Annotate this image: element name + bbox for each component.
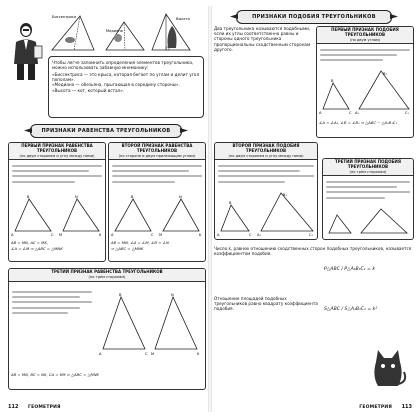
similarity-criterion-1-subtitle: (по двум углам) — [349, 37, 381, 42]
equality-section-banner — [30, 124, 182, 138]
equality-criterion-3-diagram — [99, 291, 203, 357]
mnemonic-line-2: «Медиана — обезьяна, прыгающая в середину стороны». — [52, 82, 180, 88]
left-page-number: 112 — [8, 404, 19, 410]
similarity-criterion-3-diagram — [325, 207, 411, 237]
mnemonic-line-1: «Биссектриса — это крыса, которая бегает по углам и делит угол пополам». — [52, 71, 200, 83]
label-bisector: Биссектриса — [52, 15, 77, 19]
equality-criterion-1-title: ПЕРВЫЙ ПРИЗНАК РАВЕНСТВА ТРЕУГОЛЬНИКОВ — [21, 143, 93, 153]
svg-text:B₁: B₁ — [383, 72, 387, 76]
equality-criterion-1-formula-1: AB = MN, AC = MK, — [11, 240, 49, 245]
svg-text:A: A — [319, 111, 322, 115]
svg-text:C: C — [151, 233, 154, 237]
similarity-section-banner — [236, 10, 392, 24]
svg-text:B: B — [131, 195, 134, 199]
equality-criterion-3-title: ТРЕТИЙ ПРИЗНАК РАВЕНСТВА ТРЕУГОЛЬНИКОВ — [51, 269, 163, 274]
similarity-criterion-2-text — [218, 165, 314, 186]
equality-criterion-2-formula-2: ⇒ △ABC = △MNK — [111, 246, 144, 251]
svg-text:K: K — [199, 233, 202, 237]
svg-text:C₁: C₁ — [309, 233, 313, 237]
similarity-coefficient-text: Число k, равное отношению сходственных сторон подобных треугольников, называется коэффициентом подобия. — [214, 246, 412, 257]
svg-text:A₁: A₁ — [257, 233, 261, 237]
similarity-criterion-2 — [214, 142, 318, 240]
svg-text:C: C — [145, 352, 148, 356]
similarity-criterion-3 — [322, 158, 414, 240]
similarity-section-title: ПРИЗНАКИ ПОДОБИЯ ТРЕУГОЛЬНИКОВ — [252, 14, 376, 20]
svg-text:N: N — [179, 195, 182, 199]
svg-text:C: C — [249, 233, 252, 237]
similarity-criterion-1-header — [317, 27, 413, 44]
equality-criterion-3-subtitle: (по трём сторонам) — [88, 274, 126, 279]
similarity-criterion-1 — [316, 26, 414, 138]
svg-text:C: C — [51, 233, 54, 237]
mnemonic-intro: Чтобы легче запомнить определения элементов треугольника, можно использовать забавную мнемонику: — [52, 60, 194, 71]
equality-section-title: ПРИЗНАКИ РАВЕНСТВА ТРЕУГОЛЬНИКОВ — [41, 128, 171, 134]
svg-text:M: M — [59, 233, 63, 237]
perimeter-ratio-formula: P△ABC / P△A₁B₁C₁ = k — [324, 267, 376, 272]
similarity-criterion-1-title: ПЕРВЫЙ ПРИЗНАК ПОДОБИЯ ТРЕУГОЛЬНИКОВ — [331, 27, 399, 37]
similarity-criterion-3-text — [326, 181, 410, 202]
mnemonic-bubble — [48, 56, 204, 118]
equality-criterion-1-diagram — [11, 193, 105, 237]
area-ratio-text: Отношение площадей подобных треугольников равно квадрату коэффициента подобия. — [214, 296, 318, 312]
equality-criterion-3-text — [12, 291, 92, 317]
similarity-criterion-2-diagram — [217, 189, 317, 237]
svg-text:B: B — [27, 195, 30, 199]
area-ratio-formula: S△ABC / S△A₁B₁C₁ = k² — [324, 307, 378, 312]
similarity-criterion-1-diagram — [319, 69, 413, 115]
equality-criterion-2-title: ВТОРОЙ ПРИЗНАК РАВЕНСТВА ТРЕУГОЛЬНИКОВ — [121, 143, 193, 153]
left-page-brand: ГЕОМЕТРИЯ — [28, 405, 61, 410]
svg-text:A₁: A₁ — [355, 111, 359, 115]
equality-criterion-3-header — [9, 269, 205, 282]
svg-text:B₁: B₁ — [283, 193, 287, 197]
equality-criterion-3 — [8, 268, 206, 390]
book-spread — [6, 6, 414, 412]
label-median: Медиана — [106, 29, 123, 33]
svg-text:C: C — [349, 111, 352, 115]
equality-criterion-1 — [8, 142, 106, 262]
similarity-criterion-2-header — [215, 143, 317, 160]
svg-text:A: A — [99, 352, 102, 356]
equality-criterion-2-text — [112, 165, 202, 186]
similarity-criterion-2-subtitle: (по двум сторонам и углу между ними) — [228, 153, 304, 158]
svg-text:B: B — [119, 293, 122, 297]
svg-text:B: B — [229, 201, 232, 205]
equality-criterion-3-formula: AB = MN, BC = NK, CA = KM ⇒ △ABC = △MNK — [11, 372, 100, 377]
svg-text:B: B — [331, 79, 334, 83]
mnemonic-line-3: «Высота — кот, который встал». — [52, 87, 125, 93]
svg-text:K: K — [197, 352, 200, 356]
person-illustration-icon — [10, 20, 44, 82]
svg-text:A: A — [217, 233, 220, 237]
similarity-criterion-1-text — [320, 49, 410, 65]
svg-text:M: M — [151, 352, 155, 356]
equality-criterion-2-diagram — [111, 193, 205, 237]
right-page-number: 113 — [401, 404, 412, 410]
cat-illustration-icon — [368, 346, 408, 392]
svg-text:N: N — [75, 195, 78, 199]
similarity-criterion-3-header — [323, 159, 413, 176]
left-page — [6, 6, 208, 412]
similarity-intro: Два треугольника называются подобными, если их углы соответственно равны и стороны одного треугольника пропорциональны сходственным сторонам другого. — [214, 26, 311, 52]
similarity-criterion-1-formula: ∠A = ∠A₁, ∠B = ∠B₁ ⇒ △ABC ~ △A₁B₁C₁ — [319, 120, 397, 125]
similarity-criterion-2-title: ВТОРОЙ ПРИЗНАК ПОДОБИЯ ТРЕУГОЛЬНИКОВ — [232, 143, 300, 153]
equality-criterion-2-header — [109, 143, 205, 160]
right-page — [212, 6, 414, 412]
svg-text:N: N — [171, 293, 174, 297]
equality-criterion-2 — [108, 142, 206, 262]
svg-text:K: K — [99, 233, 102, 237]
equality-criterion-1-text — [12, 165, 102, 186]
equality-criterion-2-formula-1: AB = MN, ∠A = ∠M, ∠B = ∠N — [111, 240, 169, 245]
equality-criterion-1-header — [9, 143, 105, 160]
svg-text:M: M — [159, 233, 163, 237]
similarity-criterion-3-title: ТРЕТИЙ ПРИЗНАК ПОДОБИЯ ТРЕУГОЛЬНИКОВ — [335, 159, 401, 169]
svg-text:A: A — [11, 233, 14, 237]
svg-text:C₁: C₁ — [405, 111, 409, 115]
triangle-elements-illustration — [48, 10, 194, 54]
label-height: Высота — [176, 17, 190, 21]
similarity-criterion-3-subtitle: (по трём сторонам) — [349, 169, 387, 174]
equality-criterion-2-subtitle: (по стороне и двум прилежащим углам) — [118, 153, 196, 158]
equality-criterion-1-subtitle: (по двум сторонам и углу между ними) — [19, 153, 95, 158]
svg-text:A: A — [111, 233, 114, 237]
right-page-brand: ГЕОМЕТРИЯ — [359, 405, 392, 410]
equality-criterion-1-formula-2: ∠A = ∠M ⇒ △ABC = △MNK — [11, 246, 63, 251]
